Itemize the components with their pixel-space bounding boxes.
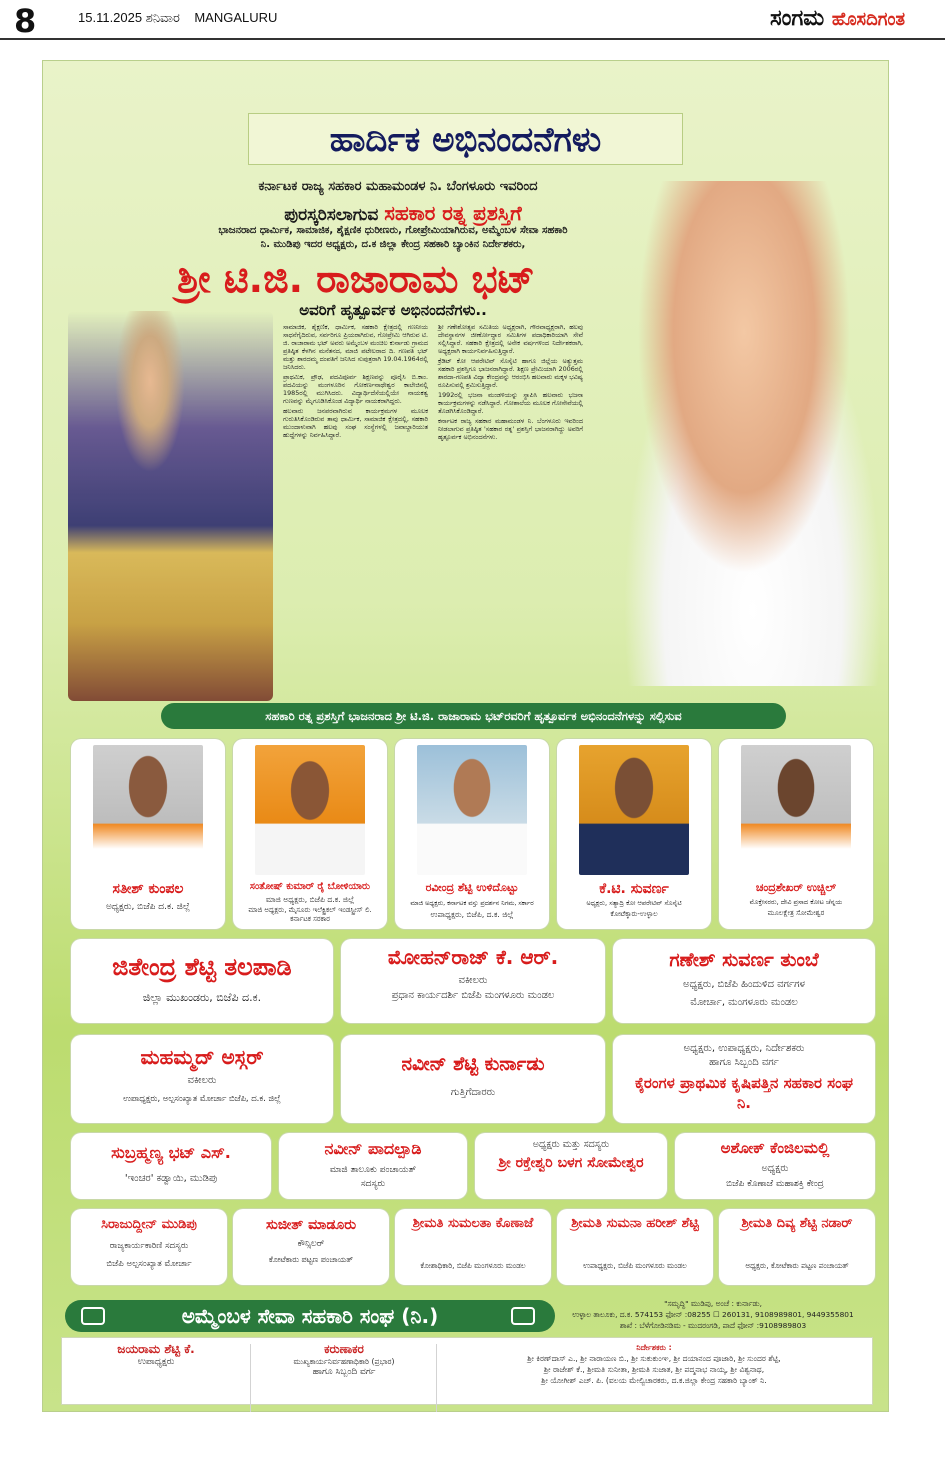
- directors-line: ಶ್ರೀ ಕಿರಣ್‌ದಾಸ್ ಎ., ಶ್ರೀ ನಾರಾಯಣ ಬಿ., ಶ್ರೀ ಸುಕುಕುಂಞ, ಶ್ರೀ ದಯಾನಂದ ಪೂಜಾರಿ, ಶ್ರೀ ಸುಂದರ ಶೆಟ್ಟಿ,: [527, 1354, 781, 1363]
- address-line: "ಸಮೃದ್ಧಿ" ಮುಡಿಪು, ಅಂಚೆ : ಕುರ್ನಾಡು,: [664, 1299, 762, 1308]
- article-para: ಶ್ರೀ ಗಣೇಶೋತ್ಸವ ಸಮಿತಿಯ ಅಧ್ಯಕ್ಷರಾಗಿ, ಗೌರವಾಧ್ಯಕ್ಷರಾಗಿ, ಹಲವು ದೇವಸ್ಥಾನಗಳ ಜೀರ್ಣೋದ್ಧಾರ ಸಮಿತಿಗಳ ಪದಾಧಿಕಾರಿಯಾಗಿ ಸೇವೆ ಸಲ್ಲಿಸಿದ್ದಾರೆ. ಸಹಕಾರಿ ಕ್ಷೇತ್ರದಲ್ಲಿ ಅನೇಕ ವರ್ಷಗಳಿಂದ ನಿರ್ದೇಶಕರಾಗಿ, ಅಧ್ಯಕ್ಷರಾಗಿ ಕಾರ್ಯನಿರ್ವಹಿಸುತ್ತಿದ್ದಾರೆ.: [438, 323, 583, 355]
- well-wisher-role: ಕೌನ್ಸಿಲರ್: [297, 1239, 325, 1249]
- well-wisher-name: ಮಹಮ್ಮದ್ ಅಸ್ಗರ್: [140, 1045, 264, 1069]
- article-para: ಕರ್ನಾಟಕ ರಾಜ್ಯ ಸಹಕಾರ ಮಹಾಮಂಡಳ ನಿ. ಬೆಂಗಳೂರು ಇವರಿಂದ ನೀಡಲಾಗುವ ಪ್ರತಿಷ್ಠಿತ 'ಸಹಕಾರ ರತ್ನ' ಪ್ರಶಸ್ತಿಗೆ ಭಾಜನರಾಗಿದ್ದು ಅವರಿಗೆ ಹೃತ್ಪೂರ್ವಕ ಅಭಿನಂದನೆಗಳು.: [438, 417, 583, 441]
- well-wisher-name: ಅಶೋಕ್ ಕೆಂಜಿಲಮಲ್ಲಿ: [720, 1139, 830, 1157]
- well-wisher-card: [341, 1035, 605, 1123]
- intro-line-3: ನಿ. ಮುಡಿಪು ಇದರ ಅಧ್ಯಕ್ಷರು, ದ.ಕ ಜಿಲ್ಲಾ ಕೇಂದ್ರ ಸಹಕಾರಿ ಬ್ಯಾಂಕಿನ ನಿರ್ದೇಶಕರು,: [260, 239, 526, 250]
- office-bearers: [61, 1337, 873, 1405]
- office-bearer-name: ಜಯರಾಮ ಶೆಟ್ಟಿ ಕೆ.: [117, 1342, 195, 1356]
- well-wisher-name: ಶ್ರೀಮತಿ ಸುಮನಾ ಹರೀಶ್ ಶೆಟ್ಟಿ: [571, 1216, 699, 1231]
- well-wisher-role: ಅಧ್ಯಕ್ಷರು, ಸತ್ಯಾದ್ರಿ ಕೋ ಆಪರೇಟಿವ್ ಸೊಸೈಟಿ: [586, 899, 682, 907]
- office-bearer: [256, 1342, 432, 1377]
- well-wisher-role: ಮಾಜಿ ಅಧ್ಯಕ್ಷರು, ಕರ್ನಾಟಕ ವಸ್ತು ಪ್ರದರ್ಶನ ನಿಗಮ, ಸರ್ಕಾರ: [410, 899, 534, 907]
- well-wisher-name: ಗಣೇಶ್ ಸುವರ್ಣ ತುಂಬೆ: [669, 949, 819, 971]
- office-bearer-role: ಮುಖ್ಯಕಾರ್ಯನಿರ್ವಹಣಾಧಿಕಾರಿ (ಪ್ರಭಾರ): [293, 1357, 395, 1366]
- well-wisher-name: ಸುಜೀತ್ ಮಾಡೂರು: [265, 1217, 357, 1233]
- well-wisher-card: [71, 1035, 333, 1123]
- well-wisher-role-2: ಕೋಟೆಕ್ಕಾರು-ಉಳ್ಳಾಲ: [610, 910, 658, 918]
- brand-sub: ಹೊಸದಿಗಂತ: [831, 9, 905, 30]
- well-wisher-name: ಶ್ರೀ ರಕ್ತೇಶ್ವರಿ ಬಳಗ ಸೋಮೇಶ್ವರ: [498, 1155, 644, 1171]
- well-wisher-role-2: ಮೂಲಕ್ಷೇತ್ರ ಸೋಮೇಶ್ವರ: [767, 909, 825, 917]
- well-wisher-card: [71, 739, 225, 929]
- well-wisher-role-2: ಬಿಜೆಪಿ ಅಲ್ಪಸಂಖ್ಯಾತ ಮೋರ್ಚಾ: [106, 1259, 192, 1269]
- well-wisher-name: ಮೋಹನ್‌ರಾಜ್ ಕೆ. ಆರ್.: [387, 945, 559, 969]
- well-wisher-card: [279, 1133, 467, 1199]
- title-box: [248, 113, 683, 165]
- article-para: ಹಲವಾರು ಜನಪರವಾಗಿರುವ ಕಾರ್ಯಕ್ರಮಗಳ ಮೂಲಕ ಗುರುತಿಸಿಕೊಂಡಿರುವ ತಾವು ಧಾರ್ಮಿಕ, ಸಾಮಾಜಿಕ ಕ್ಷೇತ್ರದಲ್ಲಿ, ಸಹಕಾರಿ ಮುಂದಾಳುವಾಗಿ ಹಲವು ಸಂಘ ಸಂಸ್ಥೆಗಳಲ್ಲಿ ಜವಾಬ್ದಾರಿಯುತ ಹುದ್ದೆಗಳನ್ನು ನಿರ್ವಹಿಸಿದ್ದಾರೆ.: [283, 407, 428, 439]
- divider: [436, 1344, 437, 1412]
- well-wisher-role: ಕೋಶಾಧಿಕಾರಿ, ಬಿಜೆಪಿ ಮಂಗಳೂರು ಮಂಡಲ: [420, 1261, 526, 1270]
- well-wisher-card: [613, 1035, 875, 1123]
- well-wisher-role-2: ಉಪಾಧ್ಯಕ್ಷರು, ಅಲ್ಪಸಂಖ್ಯಾತ ಮೋರ್ಚಾ ಬಿಜೆಪಿ, ದ.ಕ. ಜಿಲ್ಲೆ: [123, 1093, 281, 1103]
- well-wisher-card: [557, 1209, 713, 1285]
- well-wisher-photo: [579, 745, 689, 875]
- greeting-banner: ಸಹಕಾರಿ ರತ್ನ ಪ್ರಶಸ್ತಿಗೆ ಭಾಜನರಾದ ಶ್ರೀ ಟಿ.ಜಿ. ರಾಜಾರಾಮ ಭಟ್‌ರವರಿಗೆ ಹೃತ್ಪೂರ್ವಕ ಅಭಿನಂದನೆಗಳನ್ನು ಸಲ್ಲಿಸುವ: [161, 703, 786, 729]
- well-wisher-role-2: ಉಪಾಧ್ಯಕ್ಷರು, ಬಿಜೆಪಿ, ದ.ಕ. ಜಿಲ್ಲೆ: [430, 910, 514, 919]
- intro-line-2: ಭಾಜನರಾದ ಧಾರ್ಮಿಕ, ಸಾಮಾಜಿಕ, ಶೈಕ್ಷಣಿಕ ಧುರೀಣರು, ಗೋಪ್ರೇಮಿಯಾಗಿರುವ, ಅಮ್ಮೆಂಬಳ ಸೇವಾ ಸಹಕಾರಿ: [218, 225, 568, 236]
- directors-list: [439, 1342, 869, 1386]
- well-wisher-name: ರವೀಂದ್ರ ಶೆಟ್ಟಿ ಉಳಿದೊಟ್ಟು: [425, 881, 519, 894]
- well-wisher-role: ಅಧ್ಯಕ್ಷರು, ಬಿಜೆಪಿ ದ.ಕ. ಜಿಲ್ಲೆ: [105, 902, 191, 912]
- address-line: ಶಾಖೆ : ಬೆಳೆಗೋಡಿನಡಿಮ - ಮುದರಂಗಡಿ, ಪಾದೆ ಫೋನ್ :9108989803: [619, 1321, 807, 1330]
- well-wisher-card: [557, 739, 711, 929]
- divider: [250, 1344, 251, 1412]
- well-wisher-role: ಮೊಕ್ತೇಸರರು, ದೇವಿ ಪ್ರಸಾದ ಕೋಟ ಚೆನ್ನಯ: [749, 898, 843, 906]
- well-wisher-role: ವಕೀಲರು: [187, 1075, 217, 1086]
- address-line: ಉಳ್ಳಾಲ ತಾಲೂಕು, ದ.ಕ. 574153 ಫೋನ್ :08255 ☐ 260131, 9108989801, 9449355801: [572, 1310, 854, 1319]
- well-wisher-name: ಕೈರಂಗಳ ಪ್ರಾಥಮಿಕ ಕೃಷಿಪತ್ತಿನ ಸಹಕಾರ ಸಂಘ ನಿ.: [634, 1074, 854, 1112]
- award-prefix: ಪುರಸ್ಕರಿಸಲಾಗುವ: [284, 205, 379, 225]
- ad-title: ಹಾರ್ದಿಕ ಅಭಿನಂದನೆಗಳು: [329, 120, 602, 160]
- article-para: 1992ರಲ್ಲಿ ಭಜನಾ ಮಂಡಳಿಯನ್ನು ಸ್ಥಾಪಿಸಿ ಹಲವಾರು ಭಜನಾ ಕಾರ್ಯಕ್ರಮಗಳನ್ನು ನಡೆಸಿದ್ದಾರೆ. ಗೋಶಾಲೆಯ ಮೂಲಕ ಗೋಸೇವೆಯಲ್ಲಿ ತೊಡಗಿಸಿಕೊಂಡಿದ್ದಾರೆ.: [438, 391, 583, 415]
- directors-line: ಶ್ರೀ ಯೋಗೀಶ್ ಎಚ್. ಪಿ. (ವಲಯ ಮೇಲ್ವಿಚಾರಕರು, ದ.ಕ.ಜಿಲ್ಲಾ ಕೇಂದ್ರ ಸಹಕಾರಿ ಬ್ಯಾಂಕ್ ನಿ.: [541, 1376, 767, 1385]
- brand-main: ಸಂಗಮ: [769, 6, 825, 31]
- well-wisher-card: [475, 1133, 667, 1199]
- well-wisher-card: [719, 1209, 875, 1285]
- office-bearer-role: ಉಪಾಧ್ಯಕ್ಷರು: [137, 1357, 175, 1367]
- honoree-seated-photo: [68, 311, 273, 701]
- well-wisher-photo: [255, 745, 365, 875]
- well-wisher-name: ಸಿರಾಜುದ್ದೀನ್ ಮುಡಿಪು: [101, 1217, 197, 1232]
- well-wisher-role-2: ಪ್ರಧಾನ ಕಾರ್ಯದರ್ಶಿ ಬಿಜೆಪಿ ಮಂಗಳೂರು ಮಂಡಲ: [391, 990, 555, 1001]
- well-wisher-role-2: ಮೋರ್ಚಾ, ಮಂಗಳೂರು ಮಂಡಲ: [690, 997, 798, 1008]
- well-wisher-name: ಸಂತೋಷ್ ಕುಮಾರ್ ರೈ ಬೋಳಿಯಾರು: [249, 881, 371, 892]
- society-name: ಅಮ್ಮೆಂಬಳ ಸೇವಾ ಸಹಕಾರಿ ಸಂಘ (ನಿ.): [65, 1300, 555, 1332]
- well-wisher-name: ಸುಬ್ರಹ್ಮಣ್ಯ ಭಟ್ ಎಸ್.: [111, 1143, 231, 1162]
- well-wisher-role: ಅಧ್ಯಕ್ಷರು ಮತ್ತು ಸದಸ್ಯರು: [532, 1139, 610, 1150]
- well-wisher-card: [341, 939, 605, 1023]
- well-wisher-role: ಅಧ್ಯಕ್ಷರು, ಕೋಟೆಕಾರು ಪಟ್ಟಣ ಪಂಚಾಯತ್: [745, 1261, 849, 1270]
- award-line: [183, 201, 623, 225]
- well-wisher-role: ಅಧ್ಯಕ್ಷರು, ಬಿಜೆಪಿ ಹಿಂದುಳಿದ ವರ್ಗಗಳ: [683, 979, 805, 990]
- well-wisher-photo: [741, 745, 851, 875]
- well-wisher-role-2: ಬಿಜೆಪಿ ಕೊಣಾಜೆ ಮಹಾಶಕ್ತಿ ಕೇಂದ್ರ: [726, 1179, 824, 1189]
- edition: MANGALURU: [194, 10, 278, 25]
- well-wisher-name: ಕೆ.ಟಿ. ಸುವರ್ಣ: [599, 881, 669, 897]
- well-wisher-name: ಶ್ರೀಮತಿ ಸುಮಲತಾ ಕೊಣಾಜೆ: [412, 1216, 534, 1231]
- honoree-portrait: [588, 181, 888, 686]
- well-wisher-photo: [93, 745, 203, 875]
- society-address: [543, 1298, 883, 1331]
- masthead: [0, 0, 945, 40]
- well-wisher-card: [395, 739, 549, 929]
- well-wisher-role: ಗುತ್ತಿಗೆದಾರರು: [450, 1087, 496, 1098]
- office-bearer: [68, 1342, 244, 1367]
- well-wisher-card: [613, 939, 875, 1023]
- well-wisher-card: [71, 939, 333, 1023]
- handshake-icon: [511, 1307, 535, 1325]
- directors-label: ನಿರ್ದೇಶಕರು :: [636, 1343, 672, 1352]
- well-wisher-role: ಜಿಲ್ಲಾ ಮುಖಂಡರು, ಬಿಜೆಪಿ ದ.ಕ.: [142, 991, 262, 1004]
- well-wisher-role: ವಕೀಲರು: [458, 975, 488, 986]
- date-edition: [78, 10, 277, 26]
- page-number: 8: [14, 2, 37, 40]
- well-wisher-name: ಶ್ರೀಮತಿ ದಿವ್ಯ ಶೆಟ್ಟಿ ನಡಾರ್: [741, 1216, 853, 1231]
- intro-line-1: ಕರ್ನಾಟಕ ರಾಜ್ಯ ಸಹಕಾರ ಮಹಾಮಂಡಳ ನಿ. ಬೆಂಗಳೂರು ಇವರಿಂದ: [258, 179, 538, 194]
- well-wisher-card: [675, 1133, 875, 1199]
- date: 15.11.2025 ಶನಿವಾರ: [78, 10, 180, 25]
- well-wisher-role: ಅಧ್ಯಕ್ಷರು: [761, 1163, 789, 1174]
- well-wisher-role: ಉಪಾಧ್ಯಕ್ಷರು, ಬಿಜೆಪಿ ಮಂಗಳೂರು ಮಂಡಲ: [583, 1261, 687, 1270]
- well-wisher-card: [395, 1209, 551, 1285]
- well-wisher-card: [71, 1209, 227, 1285]
- well-wisher-card: [71, 1133, 271, 1199]
- biography-article: [283, 323, 583, 701]
- directors-line: ಶ್ರೀ ರಾಜೇಶ್ ಕೆ., ಶ್ರೀಮತಿ ಸುನೀತಾ, ಶ್ರೀಮತಿ ಸುಜಾತ, ಶ್ರೀ ಪದ್ಮನಾಭ ನಾಯ್ಕ, ಶ್ರೀ ವಿಶ್ವನಾಥ,: [543, 1365, 765, 1374]
- well-wisher-name: ನವೀನ್ ಪಾದಲ್ಪಾಡಿ: [324, 1139, 422, 1158]
- well-wisher-card: [233, 1209, 389, 1285]
- brand-logo: [770, 6, 905, 31]
- well-wisher-role-2: ಮಾಜಿ ಅಧ್ಯಕ್ಷರು, ಮೈಸೂರು ಇಲೆಕ್ಟ್ರಿಕಲ್ ಇಂಡಸ್ಟ್ರೀಸ್ ಲಿ. ಕರ್ನಾಟಕ ಸರಕಾರ: [248, 906, 372, 923]
- well-wisher-role-2: ಸದಸ್ಯರು: [360, 1179, 386, 1189]
- well-wisher-role-2: ಕೋಟೆಕಾರು ಪಟ್ಟಣ ಪಂಚಾಯತ್: [268, 1255, 354, 1264]
- well-wisher-card: [233, 739, 387, 929]
- award-name: ಸಹಕಾರ ರತ್ನ ಪ್ರಶಸ್ತಿಗೆ: [384, 201, 522, 225]
- well-wisher-photo: [417, 745, 527, 875]
- article-para: ಸಾಮಾಜಿಕ, ಶೈಕ್ಷಣಿಕ, ಧಾರ್ಮಿಕ, ಸಹಕಾರಿ ಕ್ಷೇತ್ರದಲ್ಲಿ ಗಣನೀಯ ಸಾಧನೆಗೈದಿರುವ, ಸರ್ವರಿಗೂ ಪ್ರಿಯರಾಗಿರುವ, ಗೋಪ್ರೇಮಿ ಆಗಿರುವ ಟಿ. ಜಿ. ರಾಜಾರಾಮ ಭಟ್ ಅವರು ಅಮ್ಮೆಂಬಳ ಮಂಚಿಲ ಕುರ್ನಾಡು ಗ್ರಾಮದ ಪ್ರತಿಷ್ಠಿತ ಕೆಳಗಿನ ಮನೆತನದ, ಮಾಜಿ ಪಟೇಲರಾದ ದಿ. ಗಣಪತಿ ಭಟ್ ಮತ್ತು ಶಾರದಮ್ಮ ದಂಪತಿಗೆ ಜನಿಸಿದ ಸುಪುತ್ರರಾಗಿ 19.04.1964ರಲ್ಲಿ ಜನಿಸಿದರು.: [283, 323, 428, 371]
- felicitation-ad: [42, 60, 889, 1412]
- well-wisher-role: ಮಾಜಿ ತಾಲೂಕು ಪಂಚಾಯತ್: [329, 1165, 417, 1175]
- wishes-line: ಅವರಿಗೆ ಹೃತ್ಪೂರ್ವಕ ಅಭಿನಂದನೆಗಳು..: [299, 301, 487, 319]
- well-wisher-name: ಚಂದ್ರಶೇಖರ್ ಉಚ್ಚಿಲ್: [755, 881, 837, 894]
- honoree-name: ಶ್ರೀ ಟಿ.ಜಿ. ರಾಜಾರಾಮ ಭಟ್: [177, 257, 535, 301]
- well-wisher-name: ಸತೀಶ್ ಕುಂಪಲ: [112, 881, 184, 897]
- well-wisher-role-2: ಹಾಗೂ ಸಿಬ್ಬಂದಿ ವರ್ಗ: [709, 1057, 779, 1068]
- article-para: ಕ್ರೆಡಿಟ್ ಕೋ ಆಪರೇಟಿವ್ ಸೊಸೈಟಿ ಹಾಗೂ ಜಿಲ್ಲೆಯ ಅತ್ಯುತ್ತಮ ಸಹಕಾರಿ ಪ್ರಶಸ್ತಿಗೂ ಭಾಜನರಾಗಿದ್ದಾರೆ. ಶಿಕ್ಷಣ ಪ್ರೇಮಿಯಾಗಿ 2006ರಲ್ಲಿ ಶಾರದಾ-ಗಣಪತಿ ವಿದ್ಯಾ ಕೇಂದ್ರವನ್ನು ಆರಂಭಿಸಿ ಹಲವಾರು ಮಕ್ಕಳ ಭವಿಷ್ಯ ರೂಪಿಸುವಲ್ಲಿ ಶ್ರಮಿಸುತ್ತಿದ್ದಾರೆ.: [438, 357, 583, 389]
- office-bearer-role-2: ಹಾಗೂ ಸಿಬ್ಬಂದಿ ವರ್ಗ: [312, 1367, 376, 1377]
- well-wisher-name: ಜಿತೇಂದ್ರ ಶೆಟ್ಟಿ ತಲಪಾಡಿ: [112, 953, 292, 981]
- article-para: ಪ್ರಾಥಮಿಕ, ಪ್ರೌಢ, ಪದವಿಪೂರ್ವ ಶಿಕ್ಷಣವನ್ನು ಪೂರೈಸಿ ಬಿ.ಕಾಂ. ಪದವಿಯನ್ನು ಮಂಗಳೂರಿನ ಗೋಕರ್ಣನಾಥೇಶ್ವರ ಕಾಲೇಜಿನಲ್ಲಿ 1985ರಲ್ಲಿ ಮುಗಿಸಿದರು. ವಿದ್ಯಾರ್ಥಿದೆಸೆಯಲ್ಲಿಯೇ ನಾಯಕತ್ವ ಗುಣವನ್ನು ಮೈಗೂಡಿಸಿಕೊಂಡ ವಿದ್ಯಾರ್ಥಿ ನಾಯಕರಾಗಿದ್ದರು.: [283, 373, 428, 405]
- office-bearer-name: ಕರುಣಾಕರ: [324, 1342, 364, 1356]
- well-wisher-role: 'ಇಂಚರ' ಕಡ್ವಾಯಿ, ಮುಡಿಪು: [124, 1173, 218, 1184]
- well-wisher-name: ನವೀನ್ ಶೆಟ್ಟಿ ಕುರ್ನಾಡು: [401, 1053, 545, 1075]
- handshake-icon: [81, 1307, 105, 1325]
- well-wisher-role: ರಾಜ್ಯಕಾರ್ಯಕಾರಿಣಿ ಸದಸ್ಯರು: [109, 1241, 189, 1251]
- well-wisher-role: ಅಧ್ಯಕ್ಷರು, ಉಪಾಧ್ಯಕ್ಷರು, ನಿರ್ದೇಶಕರು: [683, 1043, 805, 1054]
- well-wisher-role: ಮಾಜಿ ಅಧ್ಯಕ್ಷರು, ಬಿಜೆಪಿ ದ.ಕ. ಜಿಲ್ಲೆ: [265, 895, 355, 904]
- well-wisher-card: [719, 739, 873, 929]
